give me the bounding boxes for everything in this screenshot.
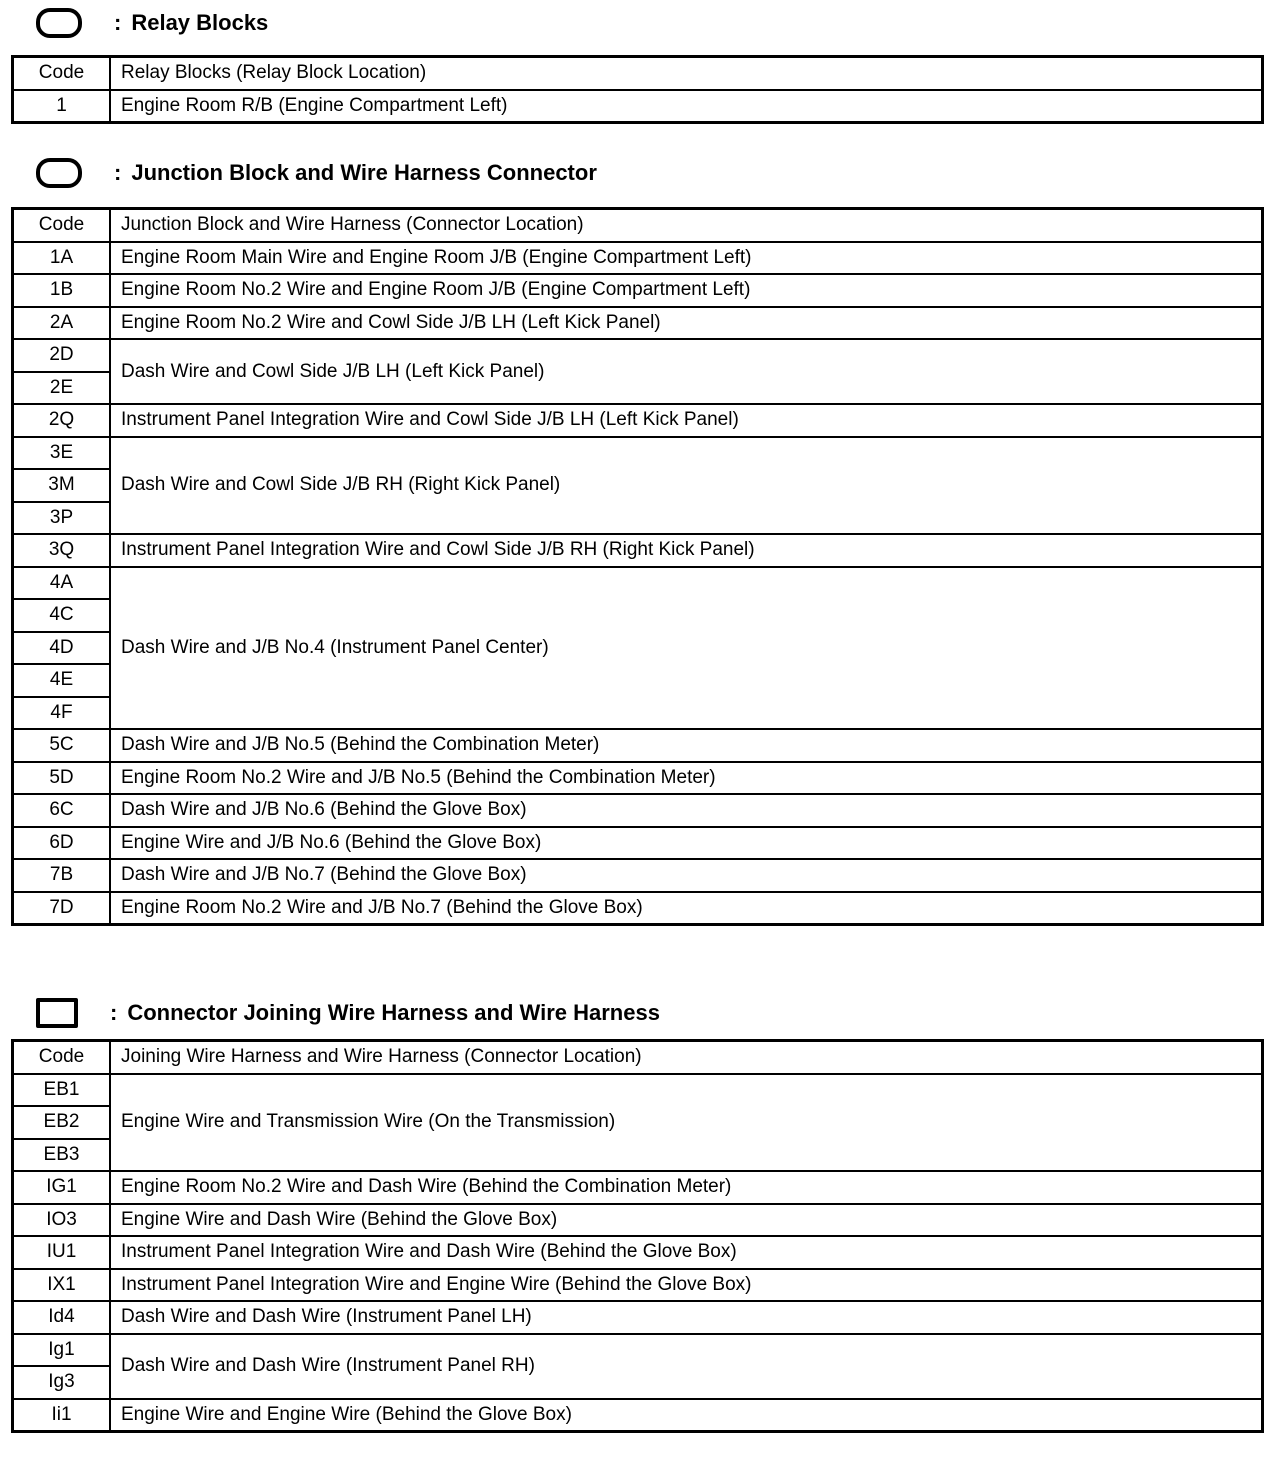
code-header: Code [13,1041,111,1074]
table-row [13,274,1263,307]
table-row [13,567,1263,600]
table-row [13,1399,1263,1432]
table-row [13,534,1263,567]
relay-blocks-table [11,55,1264,124]
table-row [13,437,1263,470]
table-row [13,1236,1263,1269]
section-title: Relay Blocks [131,10,269,35]
location-cell: Dash Wire and J/B No.7 (Behind the Glove Box) [110,859,1263,892]
code-cell: 3E [13,437,111,470]
location-cell: Engine Room No.2 Wire and Engine Room J/B (Engine Compartment Left) [110,274,1263,307]
code-cell: 5D [13,762,111,795]
code-cell: 6C [13,794,111,827]
code-cell: Ig1 [13,1334,111,1367]
table-row [13,1269,1263,1302]
location-cell: Dash Wire and J/B No.5 (Behind the Combination Meter) [110,729,1263,762]
location-cell: Dash Wire and Dash Wire (Instrument Panel LH) [110,1301,1263,1334]
location-cell: Engine Room R/B (Engine Compartment Left) [110,90,1263,123]
code-cell: IU1 [13,1236,111,1269]
table-row [13,729,1263,762]
code-cell: EB3 [13,1139,111,1172]
location-cell: Engine Wire and Transmission Wire (On the Transmission) [110,1074,1263,1172]
table-row [13,794,1263,827]
colon: : [114,160,122,185]
description-header: Junction Block and Wire Harness (Connector Location) [110,209,1263,242]
code-cell: 2A [13,307,111,340]
table-row [13,1074,1263,1107]
table-row [13,339,1263,372]
code-cell: 4E [13,664,111,697]
code-header: Code [13,209,111,242]
location-cell: Dash Wire and Cowl Side J/B RH (Right Kick Panel) [110,437,1263,535]
location-cell: Dash Wire and J/B No.4 (Instrument Panel Center) [110,567,1263,730]
code-cell: 4A [13,567,111,600]
table-header-row [13,57,1263,90]
table-row [13,90,1263,123]
section-title: Connector Joining Wire Harness and Wire Harness [127,1000,660,1025]
rounded-rectangle-icon [36,158,82,188]
code-cell: 1B [13,274,111,307]
code-cell: 1A [13,242,111,275]
section-header-relay-blocks [36,6,268,40]
description-header: Joining Wire Harness and Wire Harness (Connector Location) [110,1041,1263,1074]
code-cell: 3M [13,469,111,502]
code-cell: 7D [13,892,111,925]
code-cell: Ii1 [13,1399,111,1432]
table-row [13,762,1263,795]
location-cell: Engine Room Main Wire and Engine Room J/B (Engine Compartment Left) [110,242,1263,275]
code-cell: 4C [13,599,111,632]
table-row [13,242,1263,275]
location-cell: Engine Room No.2 Wire and Cowl Side J/B LH (Left Kick Panel) [110,307,1263,340]
code-cell: 2D [13,339,111,372]
table-header-row [13,209,1263,242]
table-row [13,1301,1263,1334]
code-cell: 2Q [13,404,111,437]
code-cell: IG1 [13,1171,111,1204]
code-cell: 5C [13,729,111,762]
section-header-junction-block [36,156,597,190]
section-header-connector-joining [36,996,660,1030]
table-row [13,892,1263,925]
connector-joining-table [11,1039,1264,1433]
location-cell: Engine Room No.2 Wire and J/B No.5 (Behind the Combination Meter) [110,762,1263,795]
table-row [13,1334,1263,1367]
location-cell: Dash Wire and Cowl Side J/B LH (Left Kick Panel) [110,339,1263,404]
code-cell: EB2 [13,1106,111,1139]
table-row [13,1204,1263,1237]
colon: : [110,1000,118,1025]
description-header: Relay Blocks (Relay Block Location) [110,57,1263,90]
code-cell: 3P [13,502,111,535]
location-cell: Instrument Panel Integration Wire and Cowl Side J/B RH (Right Kick Panel) [110,534,1263,567]
rounded-rectangle-icon [36,8,82,38]
location-cell: Engine Room No.2 Wire and Dash Wire (Behind the Combination Meter) [110,1171,1263,1204]
code-cell: Id4 [13,1301,111,1334]
location-cell: Instrument Panel Integration Wire and Dash Wire (Behind the Glove Box) [110,1236,1263,1269]
code-cell: EB1 [13,1074,111,1107]
location-cell: Instrument Panel Integration Wire and Engine Wire (Behind the Glove Box) [110,1269,1263,1302]
code-cell: 4F [13,697,111,730]
table-row [13,404,1263,437]
code-cell: 3Q [13,534,111,567]
location-cell: Dash Wire and Dash Wire (Instrument Panel RH) [110,1334,1263,1399]
section-title: Junction Block and Wire Harness Connector [131,160,597,185]
location-cell: Instrument Panel Integration Wire and Cowl Side J/B LH (Left Kick Panel) [110,404,1263,437]
table-row [13,307,1263,340]
code-cell: 6D [13,827,111,860]
location-cell: Dash Wire and J/B No.6 (Behind the Glove Box) [110,794,1263,827]
location-cell: Engine Wire and J/B No.6 (Behind the Glove Box) [110,827,1263,860]
location-cell: Engine Wire and Dash Wire (Behind the Glove Box) [110,1204,1263,1237]
junction-block-table [11,207,1264,926]
table-row [13,1171,1263,1204]
table-row [13,827,1263,860]
code-cell: 7B [13,859,111,892]
code-header: Code [13,57,111,90]
code-cell: 1 [13,90,111,123]
location-cell: Engine Room No.2 Wire and J/B No.7 (Behind the Glove Box) [110,892,1263,925]
code-cell: 2E [13,372,111,405]
code-cell: IO3 [13,1204,111,1237]
rectangle-icon [36,998,78,1028]
table-header-row [13,1041,1263,1074]
location-cell: Engine Wire and Engine Wire (Behind the Glove Box) [110,1399,1263,1432]
table-row [13,859,1263,892]
colon: : [114,10,122,35]
code-cell: Ig3 [13,1366,111,1399]
code-cell: 4D [13,632,111,665]
code-cell: IX1 [13,1269,111,1302]
